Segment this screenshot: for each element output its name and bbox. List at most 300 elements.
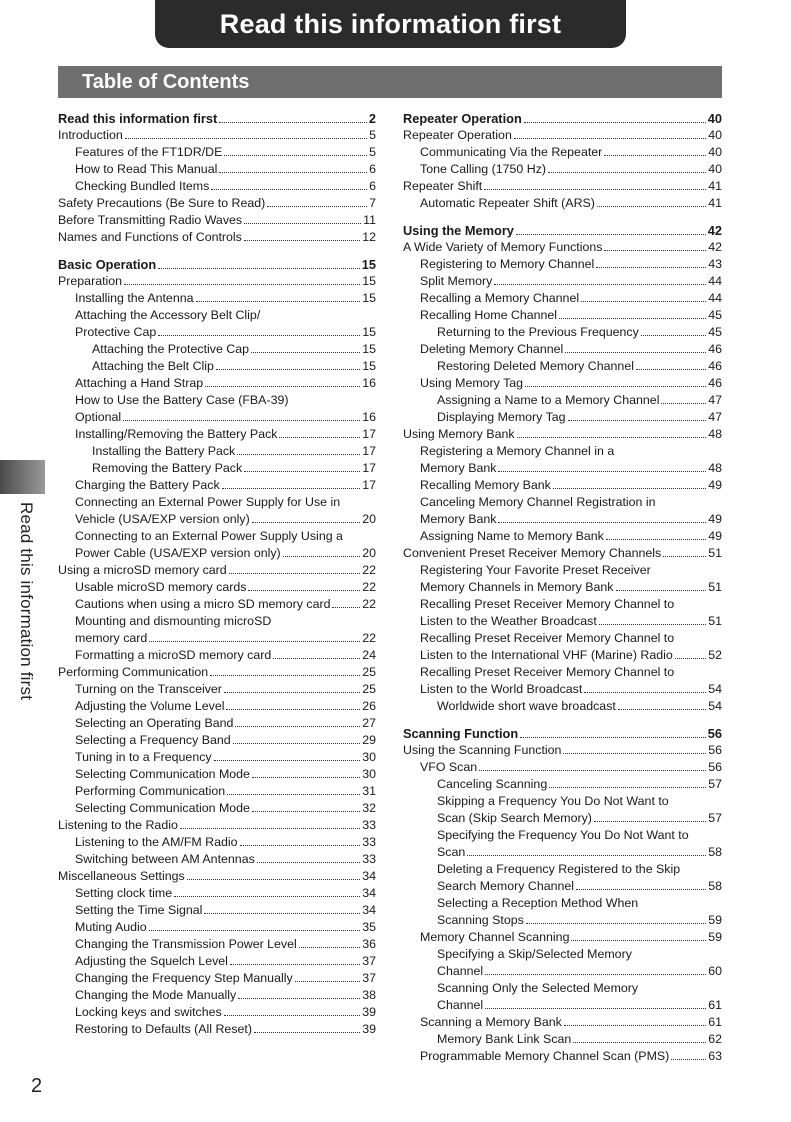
toc-entry-page: 56 (707, 726, 722, 741)
dot-leader (222, 488, 361, 489)
dot-leader (267, 206, 367, 207)
toc-entry-title: Listening to the AM/FM Radio (75, 835, 238, 849)
dot-leader (180, 828, 360, 829)
toc-entry-page: 34 (362, 869, 376, 883)
dot-leader (240, 845, 361, 846)
toc-entry[interactable] (403, 681, 722, 698)
toc-entry[interactable] (58, 681, 376, 698)
toc-entry[interactable] (58, 528, 376, 545)
toc-entry-title: Setting the Time Signal (75, 903, 203, 917)
toc-entry[interactable] (403, 562, 722, 579)
dot-leader (675, 658, 706, 659)
toc-entry[interactable] (58, 341, 376, 358)
toc-entry[interactable] (58, 195, 376, 212)
toc-heading-bar (58, 66, 722, 98)
toc-entry[interactable] (403, 494, 722, 511)
dot-leader (498, 522, 706, 523)
toc-entry-title: Scanning a Memory Bank (420, 1015, 562, 1029)
dot-leader (606, 539, 706, 540)
dot-leader (248, 590, 360, 591)
toc-entry-page: 59 (708, 913, 722, 927)
toc-entry-page: 5 (369, 145, 376, 159)
dot-leader (219, 172, 367, 173)
toc-entry[interactable] (403, 375, 722, 392)
toc-entry[interactable] (403, 698, 722, 715)
toc-entry-page: 40 (707, 111, 722, 126)
toc-entry[interactable] (58, 834, 376, 851)
toc-entry-title: Channel (437, 998, 484, 1012)
toc-entry-title: Listening to the Radio (58, 818, 178, 832)
chapter-title: Read this information first (219, 8, 562, 39)
toc-entry[interactable] (403, 358, 722, 375)
toc-entry-title: Checking Bundled Items (75, 179, 210, 193)
toc-entry-title: A Wide Variety of Memory Functions (403, 240, 603, 254)
toc-entry-title: Before Transmitting Radio Waves (58, 213, 243, 227)
toc-entry[interactable] (403, 878, 722, 895)
dot-leader (467, 855, 706, 856)
toc-entry[interactable] (58, 392, 376, 409)
toc-entry[interactable] (58, 868, 376, 885)
toc-entry[interactable] (403, 929, 722, 946)
toc-entry[interactable] (58, 460, 376, 477)
toc-entry-page: 22 (362, 597, 376, 611)
toc-entry[interactable] (58, 290, 376, 307)
toc-entry-page: 25 (362, 682, 376, 696)
dot-leader (279, 437, 360, 438)
dot-leader (559, 318, 706, 319)
toc-entry-title: Charging the Battery Pack (75, 478, 220, 492)
toc-entry-title: Repeater Operation (403, 111, 522, 126)
toc-entry-title: Canceling Memory Channel Registration in (420, 495, 656, 509)
toc-entry[interactable] (403, 861, 722, 878)
toc-entry[interactable] (58, 358, 376, 375)
toc-entry-page: 15 (362, 274, 376, 288)
toc-entry[interactable] (403, 613, 722, 630)
toc-entry-title: Usable microSD memory cards (75, 580, 247, 594)
dot-leader (252, 777, 360, 778)
toc-entry[interactable] (403, 460, 722, 477)
toc-entry-title: Scanning Stops (437, 913, 524, 927)
toc-entry[interactable] (58, 1004, 376, 1021)
toc-entry[interactable] (58, 715, 376, 732)
toc-entry-page: 27 (362, 716, 376, 730)
toc-entry-page: 39 (362, 1005, 376, 1019)
toc-entry-title: Mounting and dismounting microSD (75, 614, 272, 628)
toc-entry-title: Listen to the Weather Broadcast (420, 614, 597, 628)
toc-entry-title: Memory Bank (420, 461, 497, 475)
toc-entry[interactable] (58, 579, 376, 596)
toc-entry-page: 30 (362, 767, 376, 781)
toc-entry-title: Split Memory (420, 274, 493, 288)
toc-entry[interactable] (403, 545, 722, 562)
toc-entry[interactable] (58, 178, 376, 195)
toc-entry-page: 44 (708, 291, 722, 305)
toc-entry-title: Restoring to Defaults (All Reset) (75, 1022, 252, 1036)
toc-entry[interactable] (403, 793, 722, 810)
dot-leader (514, 138, 706, 139)
toc-entry-title: Specifying the Frequency You Do Not Want to (437, 828, 689, 842)
dot-leader (244, 240, 360, 241)
toc-entry[interactable] (403, 307, 722, 324)
dot-leader (230, 964, 360, 965)
toc-entry-page: 20 (362, 546, 376, 560)
toc-entry-title: Automatic Repeater Shift (ARS) (420, 196, 595, 210)
toc-entry[interactable] (403, 844, 722, 861)
toc-entry[interactable] (58, 851, 376, 868)
dot-leader (517, 437, 707, 438)
toc-entry-title: Convenient Preset Receiver Memory Channels (403, 546, 662, 560)
dot-leader (641, 335, 706, 336)
toc-entry-page: 48 (708, 427, 722, 441)
toc-entry[interactable] (58, 953, 376, 970)
toc-entry[interactable] (58, 766, 376, 783)
toc-entry[interactable] (403, 742, 722, 759)
dot-leader (204, 913, 360, 914)
toc-entry-page: 32 (362, 801, 376, 815)
dot-leader (663, 556, 706, 557)
toc-entry-title: Changing the Mode Manually (75, 988, 237, 1002)
dot-leader (553, 488, 706, 489)
toc-entry-page: 51 (708, 614, 722, 628)
toc-entry[interactable] (403, 443, 722, 460)
toc-entry-title: Restoring Deleted Memory Channel (437, 359, 634, 373)
toc-entry-page: 49 (708, 512, 722, 526)
toc-entry[interactable] (403, 409, 722, 426)
toc-entry[interactable] (403, 579, 722, 596)
toc-entry[interactable] (403, 477, 722, 494)
toc-entry-title: Installing the Battery Pack (92, 444, 236, 458)
dot-leader (283, 556, 361, 557)
dot-leader (224, 1015, 361, 1016)
toc-entry[interactable] (403, 1048, 722, 1065)
toc-entry-page: 29 (362, 733, 376, 747)
toc-entry-title: Safety Precautions (Be Sure to Read) (58, 196, 266, 210)
toc-entry[interactable] (58, 817, 376, 834)
toc-entry[interactable] (403, 426, 722, 443)
dot-leader (174, 896, 360, 897)
toc-entry[interactable] (58, 161, 376, 178)
dot-leader (563, 753, 706, 754)
toc-entry-title: VFO Scan (420, 760, 478, 774)
toc-entry[interactable] (58, 698, 376, 715)
toc-entry[interactable] (403, 110, 722, 127)
toc-entry-page: 22 (362, 563, 376, 577)
toc-entry[interactable] (58, 409, 376, 426)
dot-leader (196, 301, 361, 302)
toc-entry-title: Connecting to an External Power Supply Using a (75, 529, 343, 543)
toc-entry[interactable] (403, 895, 722, 912)
toc-entry-page: 45 (708, 325, 722, 339)
toc-entry-title: Programmable Memory Channel Scan (PMS) (420, 1049, 670, 1063)
toc-entry[interactable] (403, 239, 722, 256)
toc-entry-title: Deleting a Frequency Registered to the Skip (437, 862, 681, 876)
toc-entry-title: Displaying Memory Tag (437, 410, 566, 424)
toc-entry-page: 17 (362, 444, 376, 458)
toc-entry-page: 11 (363, 213, 376, 227)
dot-leader (616, 590, 707, 591)
toc-entry-title: Memory Bank (420, 512, 497, 526)
toc-entry-title: Attaching the Accessory Belt Clip/ (75, 308, 261, 322)
toc-entry-page: 16 (362, 410, 376, 424)
toc-entry[interactable] (58, 749, 376, 766)
toc-entry-title: Scanning Only the Selected Memory (437, 981, 639, 995)
toc-column-left (58, 110, 376, 1038)
toc-entry[interactable] (403, 776, 722, 793)
dot-leader (498, 471, 706, 472)
toc-entry[interactable] (58, 229, 376, 246)
dot-leader (125, 138, 367, 139)
dot-leader (224, 692, 360, 693)
toc-entry-title: Registering to Memory Channel (420, 257, 595, 271)
dot-leader (549, 787, 706, 788)
toc-entry-title: Connecting an External Power Supply for Use in (75, 495, 341, 509)
toc-entry-title: Installing the Antenna (75, 291, 194, 305)
toc-entry-page: 46 (708, 359, 722, 373)
toc-entry-title: Using a microSD memory card (58, 563, 227, 577)
toc-entry-title: Tone Calling (1750 Hz) (420, 162, 547, 176)
toc-entry[interactable] (58, 375, 376, 392)
toc-entry[interactable] (58, 511, 376, 528)
toc-entry[interactable] (403, 392, 722, 409)
toc-entry-title: Scanning Function (403, 726, 519, 741)
toc-entry-title: memory card (75, 631, 148, 645)
toc-entry[interactable] (403, 997, 722, 1014)
toc-entry-page: 17 (362, 427, 376, 441)
toc-entry-page: 51 (708, 580, 722, 594)
toc-entry[interactable] (58, 144, 376, 161)
toc-entry[interactable] (58, 426, 376, 443)
toc-entry-page: 17 (362, 461, 376, 475)
toc-entry-title: Assigning a Name to a Memory Channel (437, 393, 660, 407)
toc-entry[interactable] (58, 110, 376, 127)
toc-entry-title: Specifying a Skip/Selected Memory (437, 947, 632, 961)
toc-entry[interactable] (403, 946, 722, 963)
toc-entry[interactable] (403, 127, 722, 144)
toc-entry-page: 30 (362, 750, 376, 764)
dot-leader (226, 709, 360, 710)
toc-entry-page: 34 (362, 903, 376, 917)
dot-leader (565, 352, 706, 353)
toc-entry-page: 38 (362, 988, 376, 1002)
toc-entry-page: 39 (362, 1022, 376, 1036)
dot-leader (295, 981, 361, 982)
toc-entry[interactable] (403, 256, 722, 273)
dot-leader (210, 675, 360, 676)
toc-entry-page: 40 (708, 128, 722, 142)
toc-entry[interactable] (403, 195, 722, 212)
toc-entry[interactable] (58, 936, 376, 953)
dot-leader (229, 573, 361, 574)
toc-entry-page: 42 (708, 240, 722, 254)
toc-entry[interactable] (58, 324, 376, 341)
toc-entry-title: Listen to the World Broadcast (420, 682, 583, 696)
toc-entry-title: Muting Audio (75, 920, 147, 934)
toc-entry-page: 58 (708, 879, 722, 893)
toc-entry-title: Registering a Memory Channel in a (420, 444, 615, 458)
toc-entry-page: 25 (362, 665, 376, 679)
toc-entry[interactable] (403, 511, 722, 528)
toc-entry[interactable] (58, 545, 376, 562)
toc-entry[interactable] (403, 664, 722, 681)
toc-entry-title: Listen to the International VHF (Marine) Radio (420, 648, 673, 662)
toc-entry-title: Introduction (58, 128, 123, 142)
dot-leader (636, 369, 706, 370)
toc-entry-title: Changing the Frequency Step Manually (75, 971, 293, 985)
toc-entry-title: Performing Communication (58, 665, 209, 679)
toc-entry[interactable] (58, 443, 376, 460)
toc-entry[interactable] (58, 596, 376, 613)
toc-entry-title: Adjusting the Squelch Level (75, 954, 228, 968)
toc-entry-page: 15 (362, 325, 376, 339)
toc-entry[interactable] (58, 630, 376, 647)
toc-entry-page: 48 (708, 461, 722, 475)
toc-entry-page: 33 (362, 818, 376, 832)
dot-leader (332, 607, 360, 608)
toc-entry[interactable] (403, 161, 722, 178)
toc-entry-page: 31 (362, 784, 376, 798)
toc-entry-title: Attaching a Hand Strap (75, 376, 204, 390)
toc-entry-page: 46 (708, 376, 722, 390)
toc-entry[interactable] (403, 980, 722, 997)
toc-entry[interactable] (403, 324, 722, 341)
toc-entry-title: Protective Cap (75, 325, 157, 339)
toc-entry[interactable] (403, 1014, 722, 1031)
toc-entry[interactable] (58, 732, 376, 749)
toc-entry-page: 44 (708, 274, 722, 288)
toc-entry[interactable] (58, 562, 376, 579)
toc-entry[interactable] (58, 783, 376, 800)
toc-entry-page: 52 (708, 648, 722, 662)
dot-leader (596, 267, 706, 268)
toc-entry[interactable] (58, 902, 376, 919)
toc-entry-page: 15 (362, 342, 376, 356)
dot-leader (594, 821, 706, 822)
toc-entry[interactable] (58, 212, 376, 229)
toc-entry[interactable] (58, 477, 376, 494)
dot-leader (485, 974, 706, 975)
toc-entry-title: Using the Scanning Function (403, 743, 562, 757)
toc-entry[interactable] (58, 256, 376, 273)
dot-leader (244, 223, 361, 224)
toc-entry-page: 35 (362, 920, 376, 934)
toc-entry[interactable] (403, 222, 722, 239)
toc-entry[interactable] (403, 630, 722, 647)
toc-entry[interactable] (403, 144, 722, 161)
toc-entry[interactable] (58, 647, 376, 664)
toc-entry-title: How to Read This Manual (75, 162, 218, 176)
toc-entry[interactable] (403, 759, 722, 776)
toc-entry-title: Selecting a Reception Method When (437, 896, 639, 910)
toc-entry-title: Recalling Preset Receiver Memory Channel to (420, 631, 675, 645)
dot-leader (187, 879, 360, 880)
dot-leader (158, 268, 360, 269)
toc-entry-page: 49 (708, 478, 722, 492)
toc-entry[interactable] (403, 178, 722, 195)
toc-entry[interactable] (58, 307, 376, 324)
toc-entry[interactable] (58, 664, 376, 681)
toc-entry-title: Recalling Preset Receiver Memory Channel to (420, 597, 675, 611)
toc-entry-page: 5 (369, 128, 376, 142)
dot-leader (273, 658, 360, 659)
toc-entry-page: 40 (708, 162, 722, 176)
toc-entry[interactable] (58, 885, 376, 902)
toc-entry-title: Formatting a microSD memory card (75, 648, 272, 662)
toc-entry[interactable] (58, 613, 376, 630)
toc-entry[interactable] (58, 919, 376, 936)
toc-entry[interactable] (403, 963, 722, 980)
toc-entry[interactable] (403, 596, 722, 613)
dot-leader (485, 1008, 706, 1009)
toc-entry-title: Names and Functions of Controls (58, 230, 242, 244)
toc-entry-page: 58 (708, 845, 722, 859)
toc-entry-page: 6 (369, 162, 376, 176)
toc-entry[interactable] (403, 912, 722, 929)
toc-entry-title: How to Use the Battery Case (FBA-39) (75, 393, 289, 407)
toc-entry[interactable] (58, 970, 376, 987)
dot-leader (233, 743, 361, 744)
toc-entry-title: Scan (Skip Search Memory) (437, 811, 592, 825)
dot-leader (235, 726, 360, 727)
toc-entry-page: 22 (362, 631, 376, 645)
dot-leader (254, 1032, 360, 1033)
toc-entry[interactable] (58, 273, 376, 290)
toc-entry[interactable] (58, 800, 376, 817)
toc-entry-page: 56 (708, 760, 722, 774)
toc-entry[interactable] (58, 1021, 376, 1038)
dot-leader (524, 122, 706, 123)
dot-leader (604, 155, 706, 156)
toc-entry[interactable] (403, 725, 722, 742)
toc-entry[interactable] (403, 1031, 722, 1048)
dot-leader (573, 1042, 706, 1043)
toc-entry[interactable] (58, 987, 376, 1004)
toc-entry-title: Features of the FT1DR/DE (75, 145, 223, 159)
dot-leader (149, 641, 360, 642)
toc-entry-page: 59 (708, 930, 722, 944)
toc-entry-title: Selecting Communication Mode (75, 801, 250, 815)
toc-entry[interactable] (403, 341, 722, 358)
toc-entry-title: Locking keys and switches (75, 1005, 222, 1019)
toc-entry-title: Read this information first (58, 111, 218, 126)
toc-entry-page: 62 (708, 1032, 722, 1046)
dot-leader (299, 947, 360, 948)
toc-entry[interactable] (403, 647, 722, 664)
toc-entry-page: 33 (362, 852, 376, 866)
toc-entry-title: Worldwide short wave broadcast (437, 699, 616, 713)
toc-entry[interactable] (403, 528, 722, 545)
toc-entry-page: 26 (362, 699, 376, 713)
toc-entry-page: 37 (362, 971, 376, 985)
toc-entry-page: 20 (362, 512, 376, 526)
toc-entry[interactable] (58, 494, 376, 511)
dot-leader (251, 352, 360, 353)
toc-entry-title: Tuning in to a Frequency (75, 750, 212, 764)
toc-entry-page: 61 (708, 1015, 722, 1029)
toc-entry-title: Returning to the Previous Frequency (437, 325, 639, 339)
toc-entry[interactable] (403, 810, 722, 827)
toc-entry[interactable] (403, 290, 722, 307)
toc-entry-title: Recalling Preset Receiver Memory Channel to (420, 665, 675, 679)
toc-entry-page: 24 (362, 648, 376, 662)
toc-entry-title: Miscellaneous Settings (58, 869, 185, 883)
toc-entry[interactable] (403, 827, 722, 844)
toc-entry-title: Recalling a Memory Channel (420, 291, 580, 305)
toc-entry[interactable] (403, 273, 722, 290)
dot-leader (576, 889, 706, 890)
dot-leader (124, 284, 360, 285)
toc-entry-page: 41 (708, 196, 722, 210)
toc-entry[interactable] (58, 127, 376, 144)
